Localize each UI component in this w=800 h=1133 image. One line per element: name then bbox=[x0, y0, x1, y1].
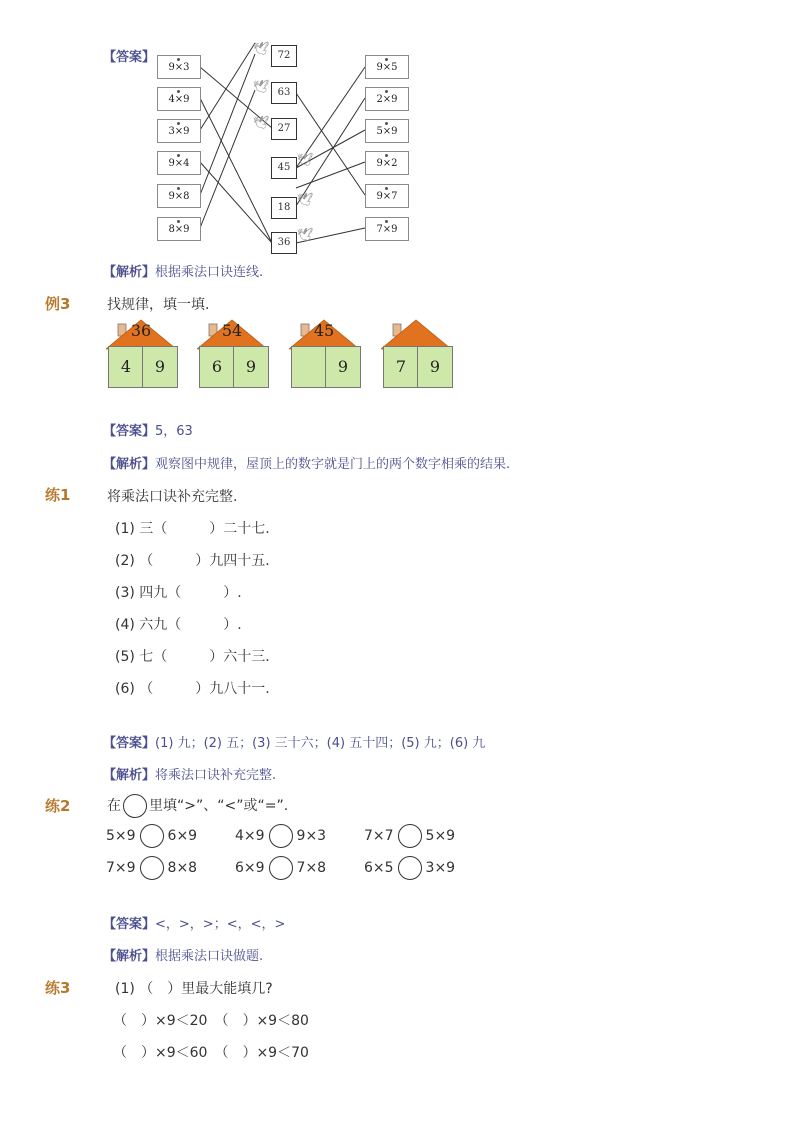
answer-p1: 【答案】(1) 九；(2) 五；(3) 三十六；(4) 五十四；(5) 九；(6) 九 bbox=[103, 736, 486, 751]
roof-number: 45 bbox=[313, 321, 335, 340]
right-envelope: 7×9 bbox=[365, 217, 409, 241]
number-box: 36 bbox=[271, 232, 297, 254]
example3-prompt: 找规律，填一填. bbox=[107, 297, 210, 313]
number-box: 63 bbox=[271, 82, 297, 104]
house bbox=[289, 318, 369, 394]
door-left bbox=[291, 346, 327, 388]
analysis-p1: 【解析】将乘法口诀补充完整. bbox=[103, 768, 277, 783]
number-box: 72 bbox=[271, 45, 297, 67]
practice3-label: 练3 bbox=[45, 979, 71, 997]
compare-item: 4×9 9×3 bbox=[235, 824, 326, 848]
house bbox=[197, 318, 277, 394]
answer-circle bbox=[123, 794, 147, 818]
practice1-prompt: 将乘法口诀补充完整. bbox=[107, 489, 238, 505]
answer-circle[interactable] bbox=[269, 824, 293, 848]
left-envelope: 4×9 bbox=[157, 87, 201, 111]
example3-label: 例3 bbox=[45, 295, 71, 313]
answer-circle[interactable] bbox=[269, 856, 293, 880]
practice1-item: (2) （ ）九四十五. bbox=[115, 553, 270, 569]
compare-item: 6×5 3×9 bbox=[364, 856, 455, 880]
practice1-item: (6) （ ）九八十一. bbox=[115, 681, 270, 697]
right-envelope: 5×9 bbox=[365, 119, 409, 143]
house bbox=[106, 318, 186, 394]
right-envelope: 2×9 bbox=[365, 87, 409, 111]
number-box: 27 bbox=[271, 118, 297, 140]
right-envelope: 9×7 bbox=[365, 184, 409, 208]
answer-p2: 【答案】<，>，>；<，<，> bbox=[103, 917, 286, 932]
left-envelope: 8×9 bbox=[157, 217, 201, 241]
practice2-prompt: 在 里填“>”、“<”或“=”. bbox=[107, 794, 288, 818]
analysis-ex3: 【解析】观察图中规律，屋顶上的数字就是门上的两个数字相乘的结果. bbox=[103, 457, 511, 472]
compare-item: 7×7 5×9 bbox=[364, 824, 455, 848]
bird-icon: 🕊 bbox=[253, 42, 270, 57]
answer-circle[interactable] bbox=[140, 856, 164, 880]
number-box: 18 bbox=[271, 197, 297, 219]
door-left: 4 bbox=[108, 346, 144, 388]
bird-icon: 🕊 bbox=[297, 193, 314, 208]
house bbox=[381, 318, 461, 394]
answer-circle[interactable] bbox=[140, 824, 164, 848]
bird-icon: 🕊 bbox=[253, 80, 270, 95]
analysis-p2: 【解析】根据乘法口诀做题. bbox=[103, 949, 264, 964]
practice1-label: 练1 bbox=[45, 486, 71, 504]
door-right: 9 bbox=[325, 346, 361, 388]
practice1-item: (5) 七（ ）六十三. bbox=[115, 649, 270, 665]
bird-icon: 🕊 bbox=[297, 228, 314, 243]
right-envelope: 9×5 bbox=[365, 55, 409, 79]
right-envelope: 9×2 bbox=[365, 151, 409, 175]
answer-tag-top: 【答案】 bbox=[103, 50, 156, 65]
practice3-question: (1) （ ）里最大能填几? bbox=[115, 981, 273, 997]
left-envelope: 9×4 bbox=[157, 151, 201, 175]
left-envelope: 9×3 bbox=[157, 55, 201, 79]
left-envelope: 3×9 bbox=[157, 119, 201, 143]
practice3-row: （ ）×9＜20 （ ）×9＜80 bbox=[113, 1013, 309, 1029]
practice1-item: (3) 四九（ ）. bbox=[115, 585, 242, 601]
practice2-label: 练2 bbox=[45, 797, 71, 815]
roof-number: 54 bbox=[221, 321, 243, 340]
practice1-item: (4) 六九（ ）. bbox=[115, 617, 242, 633]
compare-item: 5×9 6×9 bbox=[106, 824, 197, 848]
analysis-top: 【解析】根据乘法口诀连线. bbox=[103, 265, 264, 280]
practice3-row: （ ）×9＜60 （ ）×9＜70 bbox=[113, 1045, 309, 1061]
answer-circle[interactable] bbox=[398, 824, 422, 848]
door-left: 7 bbox=[383, 346, 419, 388]
roof-number: 36 bbox=[130, 321, 152, 340]
left-envelope: 9×8 bbox=[157, 184, 201, 208]
answer-circle[interactable] bbox=[398, 856, 422, 880]
answer-ex3: 【答案】5，63 bbox=[103, 424, 193, 439]
door-right: 9 bbox=[142, 346, 178, 388]
door-left: 6 bbox=[199, 346, 235, 388]
number-box: 45 bbox=[271, 157, 297, 179]
bird-icon: 🕊 bbox=[297, 153, 314, 168]
bird-icon: 🕊 bbox=[253, 116, 270, 131]
door-right: 9 bbox=[233, 346, 269, 388]
compare-item: 7×9 8×8 bbox=[106, 856, 197, 880]
practice1-item: (1) 三（ ）二十七. bbox=[115, 521, 270, 537]
compare-item: 6×9 7×8 bbox=[235, 856, 326, 880]
door-right: 9 bbox=[417, 346, 453, 388]
